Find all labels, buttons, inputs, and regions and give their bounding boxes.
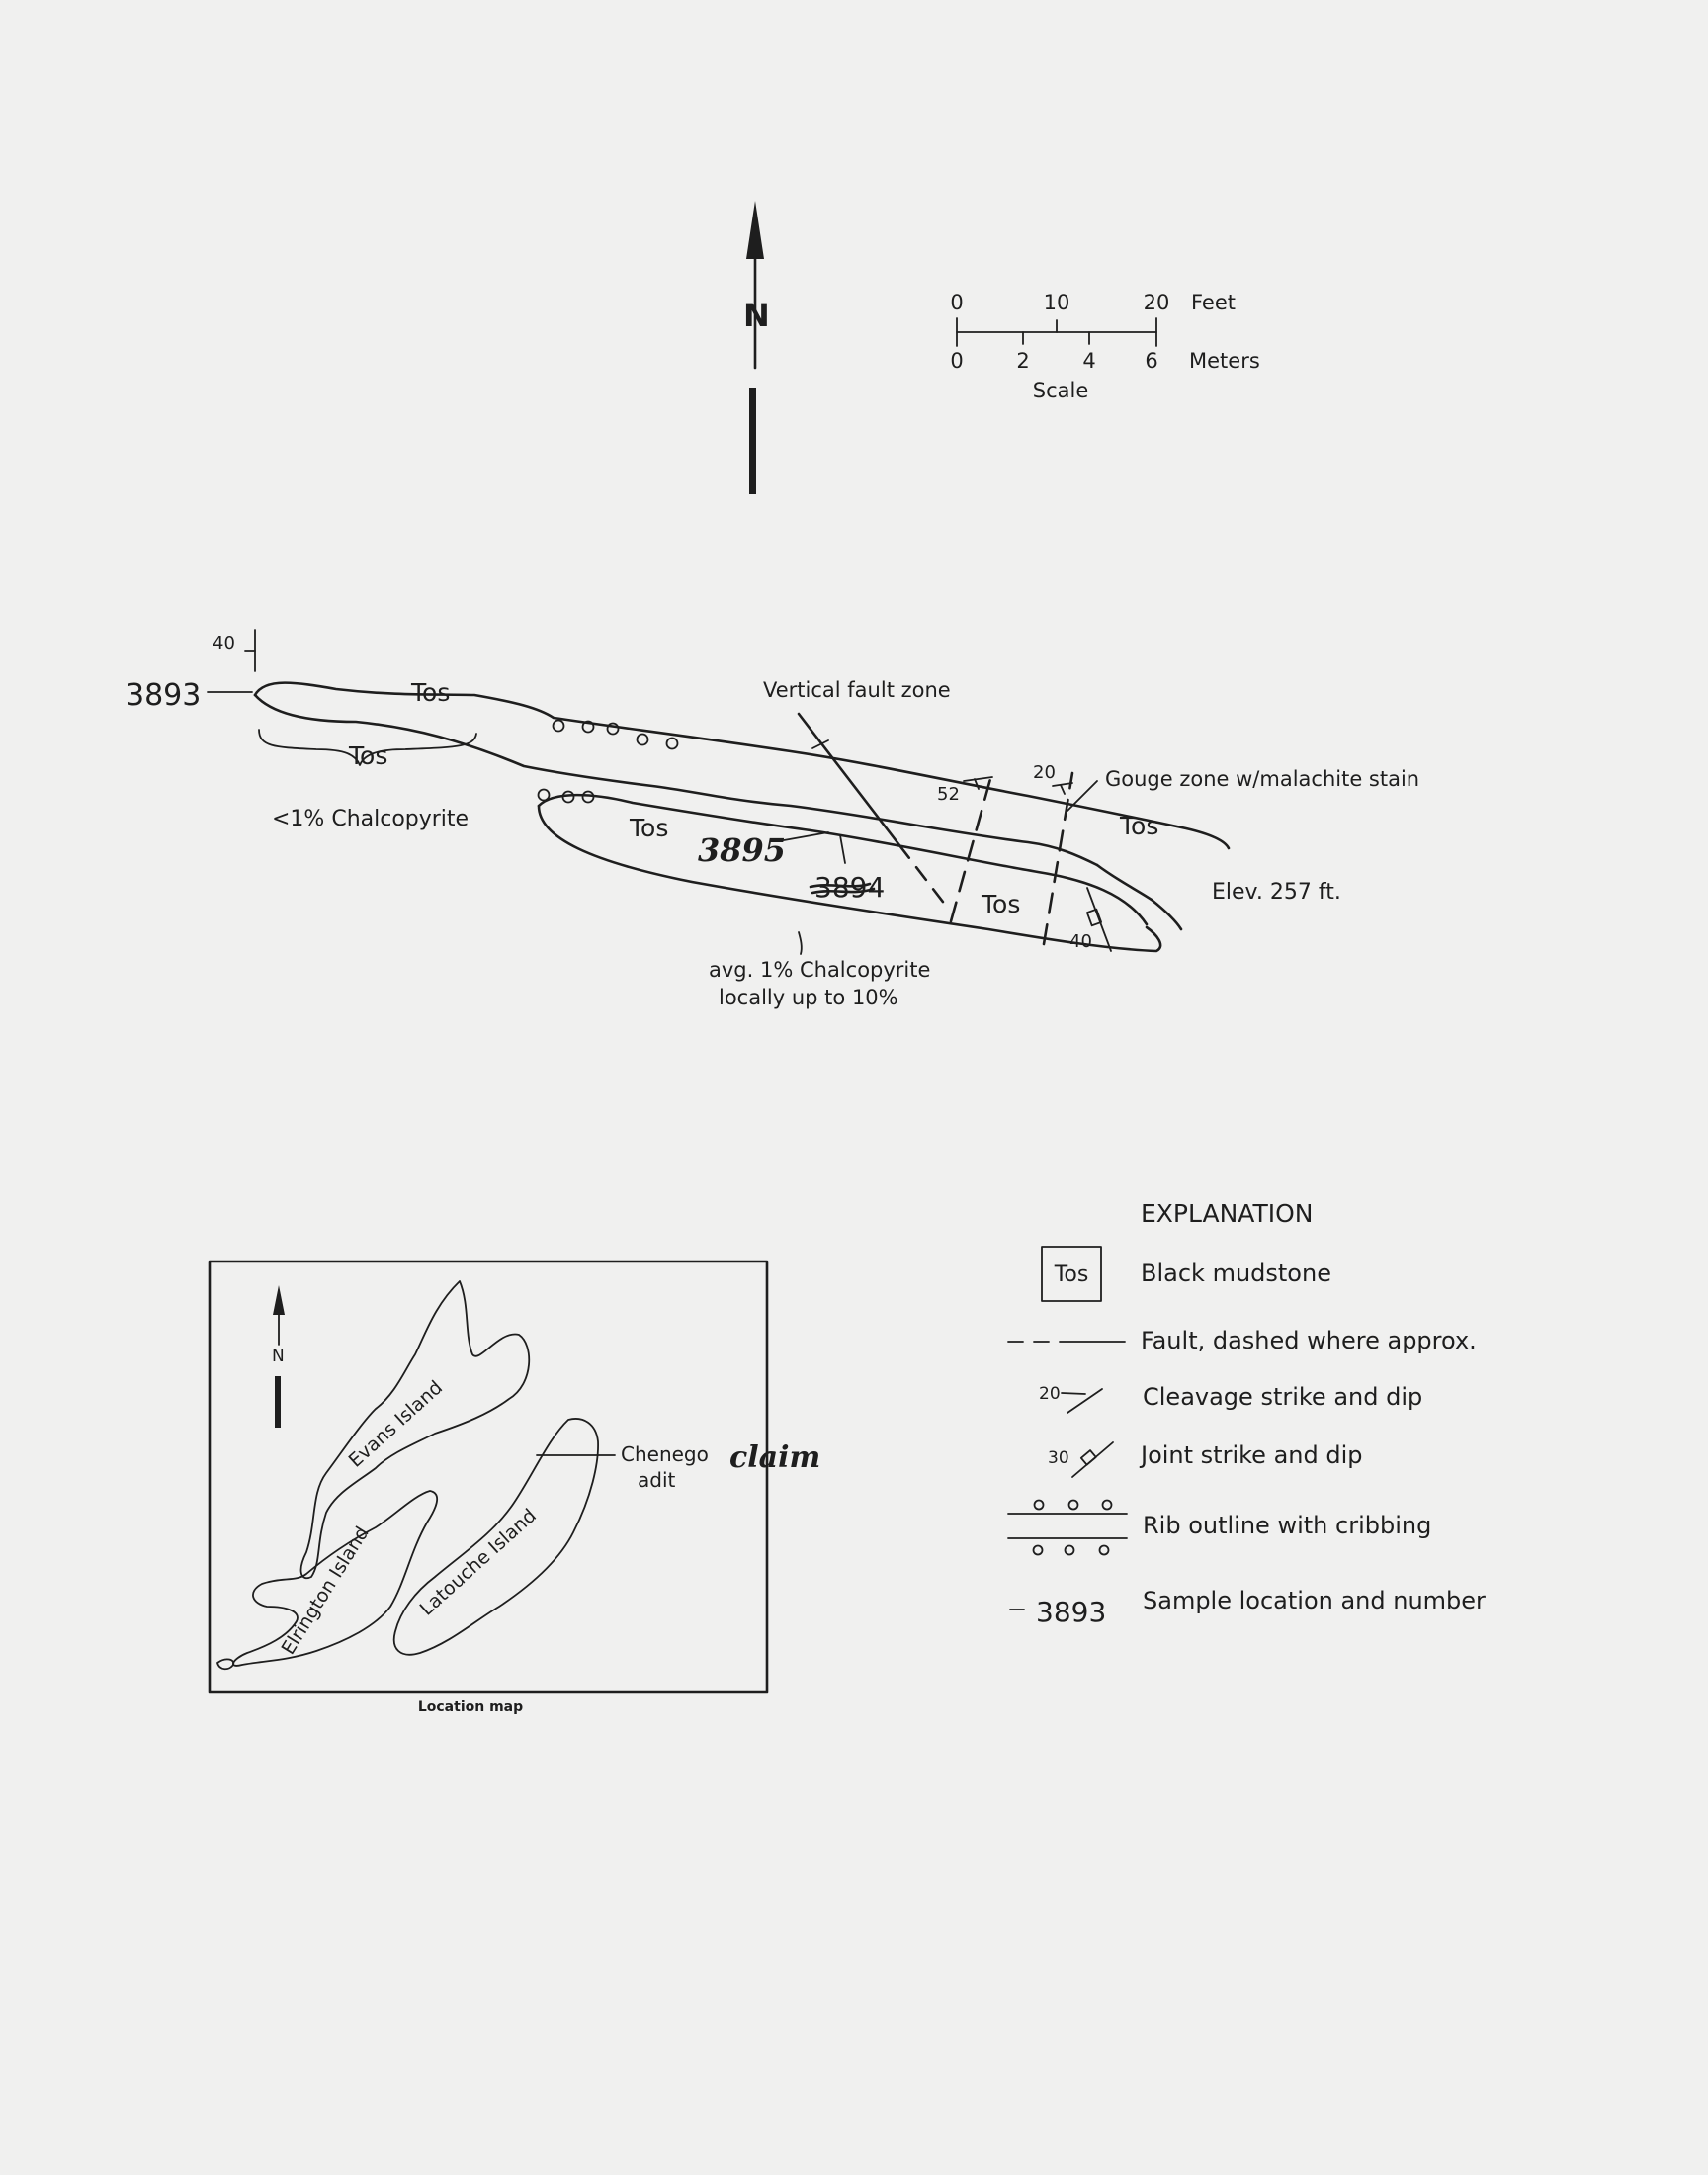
legend-joint: Joint strike and dip bbox=[1141, 1441, 1363, 1469]
scale-meters-6: 6 bbox=[1145, 349, 1158, 373]
sample-3895-tick bbox=[784, 832, 828, 840]
strike-dip-40-top: 40 bbox=[213, 633, 235, 653]
svg-text:3894: 3894 bbox=[814, 871, 886, 904]
legend-black-mudstone: Black mudstone bbox=[1141, 1260, 1331, 1287]
latouche-island-label: Latouche Island bbox=[415, 1504, 541, 1620]
legend-rib-symbol bbox=[1008, 1501, 1127, 1555]
tos-label-5: Tos bbox=[982, 890, 1021, 918]
chalcopyrite-note: <1% Chalcopyrite bbox=[272, 807, 470, 831]
scale-feet-unit: Feet bbox=[1191, 291, 1237, 314]
tos-label-1: Tos bbox=[411, 678, 451, 707]
cribbing-circles-top bbox=[554, 721, 678, 749]
sample-3895: 3895 bbox=[698, 831, 787, 869]
elevation-label: Elev. 257 ft. bbox=[1212, 880, 1341, 905]
scale-meters-4: 4 bbox=[1082, 349, 1096, 373]
scale-feet-10: 10 bbox=[1043, 291, 1070, 314]
strike-dip-40-bottom: 40 bbox=[1069, 931, 1092, 952]
legend-unit-box-label: Tos bbox=[1054, 1262, 1089, 1287]
cleavage-symbol-top bbox=[213, 630, 255, 671]
tos-label-3: Tos bbox=[630, 814, 669, 842]
north-arrow-head-icon bbox=[746, 201, 764, 259]
location-north-label: N bbox=[272, 1347, 285, 1366]
joint-40-symbol bbox=[1069, 888, 1111, 952]
scale-meters-2: 2 bbox=[1016, 349, 1030, 373]
evans-island-label: Evans Island bbox=[344, 1376, 448, 1472]
explanation-title: EXPLANATION bbox=[1141, 1199, 1314, 1228]
adit-map bbox=[126, 630, 1419, 1009]
avg-chalcopyrite-line2: locally up to 10% bbox=[719, 986, 898, 1009]
gouge-zone-label: Gouge zone w/malachite stain bbox=[1105, 767, 1420, 791]
scale-meters-unit: Meters bbox=[1189, 349, 1260, 373]
strike-dip-52: 52 bbox=[937, 784, 960, 805]
location-north-arrow bbox=[272, 1285, 285, 1428]
adit-label-claim-handwritten: claim bbox=[729, 1440, 821, 1475]
vertical-fault-solid bbox=[799, 714, 899, 845]
adit-lower-rib-east bbox=[1097, 865, 1181, 929]
elrington-islet-outline bbox=[217, 1659, 233, 1669]
legend-cleavage-value: 20 bbox=[1039, 1384, 1061, 1404]
sample-3894-struck bbox=[811, 871, 885, 904]
scale-caption: Scale bbox=[1032, 379, 1089, 402]
legend-cleavage-symbol bbox=[1039, 1384, 1102, 1413]
legend-rib: Rib outline with cribbing bbox=[1143, 1512, 1432, 1539]
adit-label-chenego: Chenego bbox=[621, 1442, 709, 1466]
vertical-fault-label: Vertical fault zone bbox=[763, 678, 951, 702]
avg-chalcopyrite-line1: avg. 1% Chalcopyrite bbox=[709, 958, 931, 982]
adit-label-adit: adit bbox=[638, 1468, 676, 1492]
north-arrow bbox=[743, 201, 770, 494]
legend-joint-symbol bbox=[1048, 1442, 1113, 1477]
location-map-caption: Location map bbox=[417, 1699, 524, 1715]
location-map bbox=[210, 1262, 820, 1715]
bracket-south bbox=[799, 932, 802, 954]
scale-meters-0: 0 bbox=[950, 349, 964, 373]
scale-bar bbox=[950, 291, 1259, 402]
legend-fault: Fault, dashed where approx. bbox=[1141, 1327, 1477, 1354]
north-label: N bbox=[743, 297, 770, 334]
strike-dip-20-symbol bbox=[1033, 762, 1072, 794]
elrington-island-label: Elrington Island bbox=[277, 1522, 374, 1659]
legend-sample-value: 3893 bbox=[1036, 1596, 1107, 1628]
legend-sample: Sample location and number bbox=[1143, 1587, 1486, 1614]
location-north-arrow-icon bbox=[273, 1285, 285, 1315]
scale-feet-0: 0 bbox=[950, 291, 964, 314]
tos-label-4: Tos bbox=[1120, 812, 1159, 840]
legend-joint-value: 30 bbox=[1048, 1448, 1069, 1468]
explanation-legend bbox=[1008, 1199, 1486, 1628]
tos-label-2: Tos bbox=[349, 741, 388, 770]
strike-dip-52-symbol bbox=[937, 777, 992, 805]
scale-feet-20: 20 bbox=[1143, 291, 1170, 314]
sample-3893: 3893 bbox=[126, 678, 202, 713]
legend-cleavage: Cleavage strike and dip bbox=[1143, 1383, 1423, 1411]
strike-dip-20: 20 bbox=[1033, 762, 1056, 783]
